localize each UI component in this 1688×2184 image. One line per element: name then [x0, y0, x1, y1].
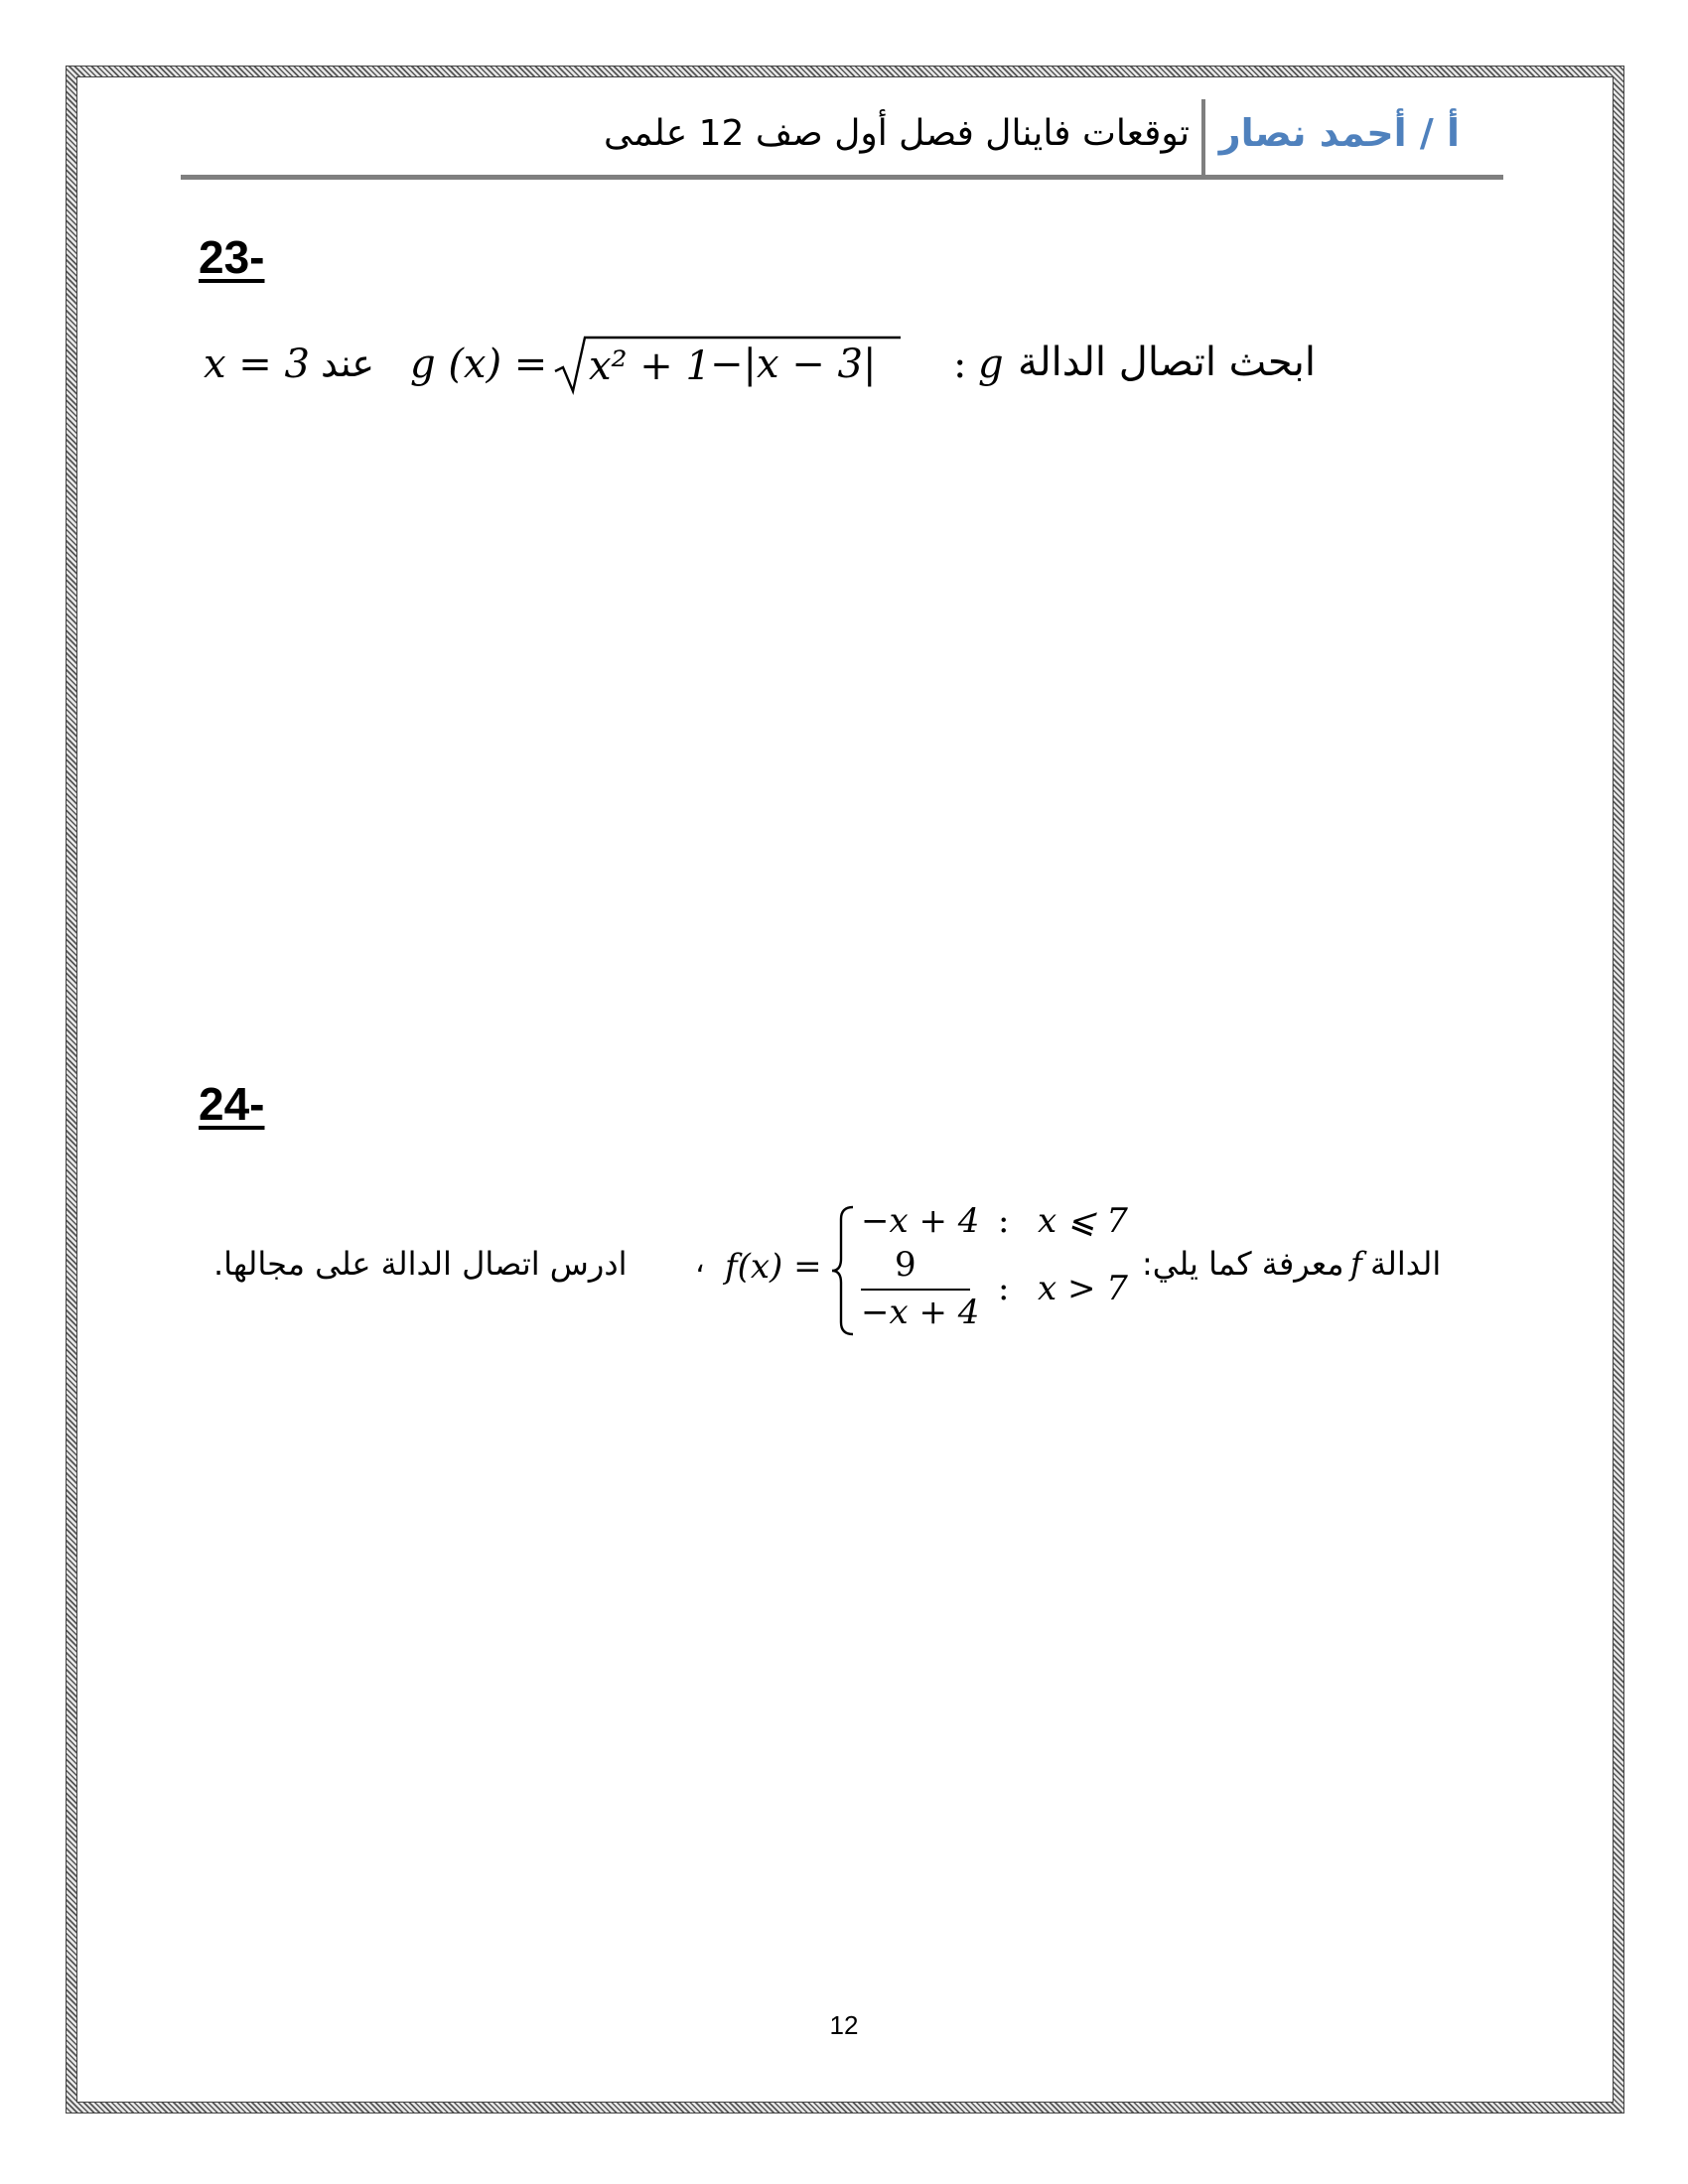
q23-point: x = 3 — [204, 341, 310, 387]
q24-intro: الدالة — [1370, 1245, 1442, 1283]
q24-case2-numerator: 9 — [895, 1245, 916, 1285]
header-title: توقعات فاينال فصل أول صف 12 علمى — [603, 113, 1190, 154]
fraction-bar — [861, 1289, 970, 1291]
q24-case1-separator: : — [998, 1201, 1010, 1241]
q24-case2-cond: x > 7 — [1038, 1269, 1128, 1308]
question-24-statement — [213, 1201, 1465, 1340]
q24-formula-lhs: f(x) = — [725, 1247, 822, 1287]
q24-case1-cond: x ⩽ 7 — [1038, 1201, 1128, 1241]
q23-abs-part: −|x − 3| — [710, 341, 877, 387]
left-brace-icon — [829, 1203, 859, 1338]
question-23-statement — [204, 334, 1425, 403]
q24-function-var: f — [1350, 1245, 1362, 1283]
q24-case2-denominator: −x + 4 — [861, 1293, 980, 1332]
question-number: 23- — [199, 231, 265, 283]
q24-defined-as: معرفة كما يلي: — [1142, 1245, 1344, 1283]
q24-case1-expr: −x + 4 — [861, 1201, 980, 1241]
header-separator — [1201, 99, 1205, 175]
q24-comma: ، — [695, 1245, 705, 1280]
q23-radicand: x² + 1 — [589, 343, 711, 389]
q23-colon: : — [953, 341, 967, 387]
q23-prompt: ابحث اتصال الدالة — [1018, 340, 1316, 385]
q24-task: ادرس اتصال الدالة على مجالها. — [213, 1245, 628, 1283]
q23-at-word: عند — [321, 341, 375, 385]
question-number: 24- — [199, 1078, 265, 1130]
q23-function-var: g — [978, 341, 1004, 387]
page-header — [181, 99, 1503, 175]
header-rule — [181, 175, 1503, 180]
q24-case2-separator: : — [998, 1269, 1010, 1308]
header-author: أ / أحمد نصار — [1218, 111, 1460, 155]
page-number: 12 — [829, 2010, 859, 2040]
q23-formula-lhs: g (x) = — [410, 341, 548, 387]
